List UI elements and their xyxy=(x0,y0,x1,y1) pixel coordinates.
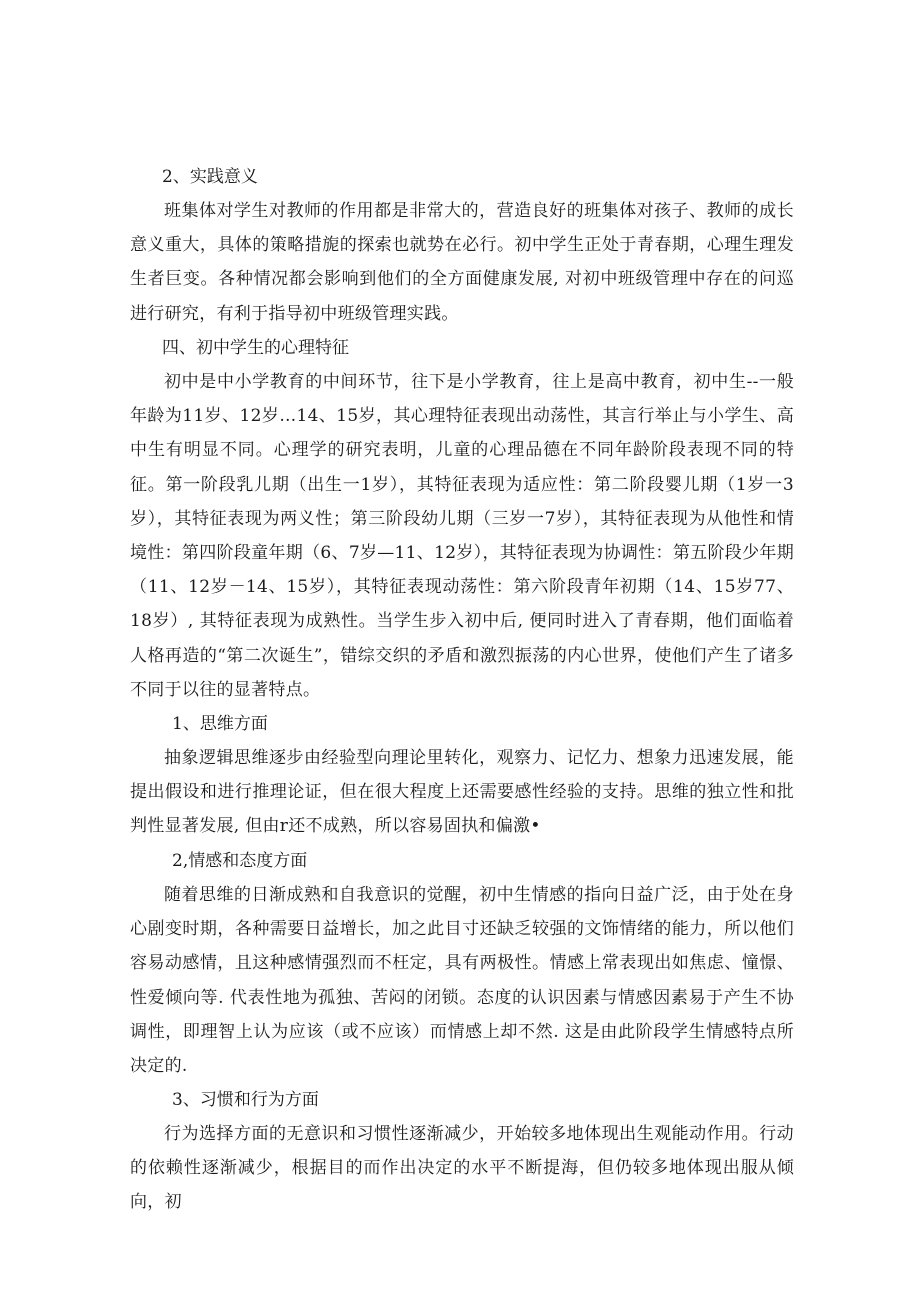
paragraph-thinking: 抽象逻辑思维逐步由经验型向理论里转化，观察力、记忆力、想象力迅速发展，能提出假设和进行推理论证，但在很大程度上还需要感性经验的支持。思维的独立性和批判性显著发展, 但由r还不成熟，所以容易固执和偏激• xyxy=(130,748,794,837)
section-heading-practical-significance: 2、实践意义 xyxy=(162,167,258,187)
paragraph-practical-significance: 班集体对学生对教师的作用都是非常大的，营造良好的班集体对孩子、教师的成长意义重大，具体的策略措旎的探索也就势在必行。初中学生正处于青春期，心理生理发生者巨变。各种情况都会影响到他们的全方面健康发展, 对初中班级管理中存在的问巡进行研究，有利于指导初中班级管理实践。 xyxy=(130,201,794,324)
subheading-emotion-attitude: 2,情感和态度方面 xyxy=(172,851,308,871)
subheading-thinking: 1、思维方面 xyxy=(172,714,268,734)
paragraph-emotion-attitude: 随着思维的日渐成熟和自我意识的觉醒，初中生情感的指向日益广泛，由于处在身心剧变时期，各种需要日益增长，加之此目寸还缺乏较强的文饰情绪的能力，所以他们容易动感情，且这种感情强烈而不枉定，具有两极性。情感上常表现出如焦虑、憧憬、性爱倾向等. 代表性地为孤独、苦闷的闭锁。态度的认识因素与情感因素易于产生不协调性，即理智上认为应该（或不应该）而情感上却不然. 这是由此阶段学生情感特点所决定的. xyxy=(130,885,794,1077)
section-heading-psychological-characteristics: 四、初中学生的心理特征 xyxy=(162,338,349,358)
paragraph-psychological-characteristics: 初中是中小学教育的中间环节，往下是小学教育，往上是高中教育，初中生--一般年龄为11岁、12岁…14、15岁，其心理特征表现出动荡性，其言行举止与小学生、高中生有明显不同。心理学的研究表明，儿童的心理品德在不同年龄阶段表现不同的特征。第一阶段乳儿期（出生一1岁），其特征表现为适应性：第二阶段婴儿期（1岁一3岁），其特征表现为两义性；第三阶段幼儿期（三岁一7岁），其特征表现为从他性和情境性：第四阶段童年期（6、7岁—11、12岁），其特征表现为协调性：第五阶段少年期（11、12岁－14、15岁），其特征表现动荡性：第六阶段青年初期（14、15岁77、18岁）, 其特征表现为成熟性。当学生步入初中后, 便同时进入了青春期，他们面临着人格再造的“第二次诞生”，错综交织的矛盾和激烈振荡的内心世界，使他们产生了诸多不同于以往的显著特点。 xyxy=(130,372,794,700)
paragraph-habits-behavior: 行为选择方面的无意识和习惯性逐渐减少，开始较多地体现出生观能动作用。行动的依赖性逐渐减少，根据目的而作出决定的水平不断提海，但仍较多地体现出服从倾向，初 xyxy=(130,1124,794,1213)
subheading-habits-behavior: 3、习惯和行为方面 xyxy=(172,1090,319,1110)
